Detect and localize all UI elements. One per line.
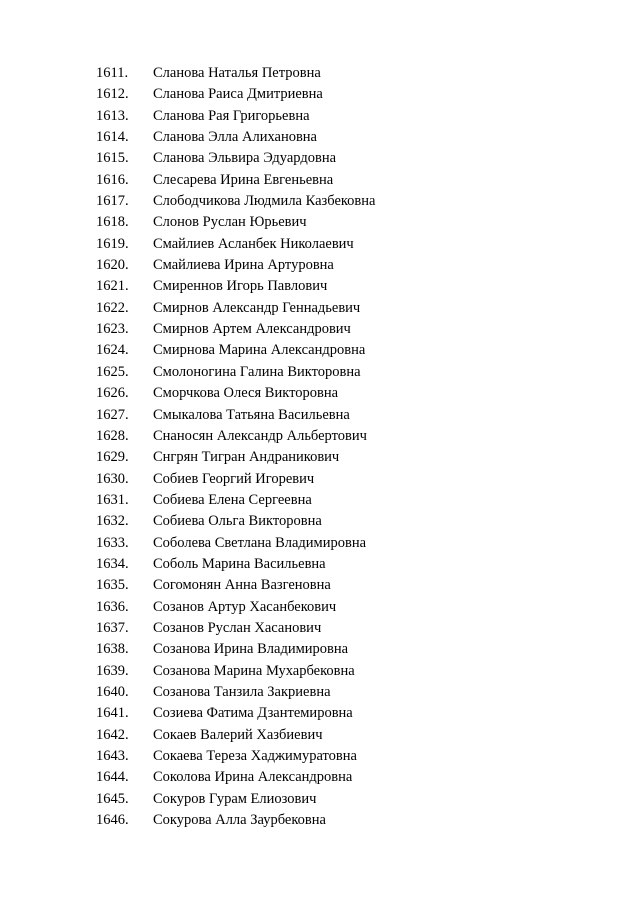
list-item [0, 703, 640, 724]
list-item-full-name: Слонов Руслан Юрьевич [153, 214, 307, 231]
list-item-full-name: Смолоногина Галина Викторовна [153, 363, 361, 380]
list-item [0, 746, 640, 767]
list-item-number: 1630. [96, 470, 129, 487]
list-item-full-name: Соболева Светлана Владимировна [153, 534, 367, 551]
list-item-full-name: Сланова Раиса Дмитриевна [153, 86, 323, 103]
list-item-full-name: Сланова Наталья Петровна [153, 65, 321, 81]
list-item [0, 63, 640, 84]
list-item-full-name: Созанов Руслан Хасанович [153, 619, 322, 636]
list-item-full-name: Созанова Ирина Владимировна [153, 641, 349, 658]
list-item-number: 1614. [96, 129, 129, 146]
list-item-number: 1613. [96, 107, 129, 124]
list-item-full-name: Сморчкова Олеся Викторовна [153, 385, 339, 402]
list-item-number: 1611. [96, 65, 129, 81]
list-item-full-name: Сланова Эльвира Эдуардовна [153, 150, 337, 167]
list-item [0, 84, 640, 105]
list-item-full-name: Смирнов Александр Геннадьевич [153, 299, 361, 316]
list-item [0, 319, 640, 340]
list-item [0, 362, 640, 383]
list-item-full-name: Собиева Елена Сергеевна [153, 491, 312, 508]
list-item-number: 1628. [96, 427, 129, 444]
list-item-number: 1620. [96, 257, 129, 274]
list-item-full-name: Снгрян Тигран Андраникович [153, 449, 340, 466]
list-item-full-name: Смыкалова Татьяна Васильевна [153, 406, 350, 423]
list-item [0, 618, 640, 639]
numbered-name-list [0, 63, 640, 831]
list-item-number: 1645. [96, 790, 129, 807]
list-item-full-name: Согомонян Анна Вазгеновна [153, 577, 331, 594]
list-item-full-name: Смайлиев Асланбек Николаевич [153, 235, 354, 252]
list-item [0, 340, 640, 361]
list-item-full-name: Смиреннов Игорь Павлович [153, 278, 328, 295]
list-item-number: 1629. [96, 449, 129, 466]
list-item-number: 1625. [96, 363, 129, 380]
list-item-full-name: Сланова Рая Григорьевна [153, 107, 310, 124]
list-item-full-name: Сокаев Валерий Хазбиевич [153, 726, 323, 743]
list-item [0, 810, 640, 831]
list-item [0, 212, 640, 233]
list-item [0, 575, 640, 596]
list-item [0, 276, 640, 297]
list-item-number: 1624. [96, 342, 129, 359]
list-item-number: 1640. [96, 683, 129, 700]
list-item-number: 1621. [96, 278, 129, 295]
list-item-full-name: Созанов Артур Хасанбекович [153, 598, 337, 615]
list-item [0, 255, 640, 276]
list-item [0, 682, 640, 703]
list-item-number: 1635. [96, 577, 129, 594]
list-item-full-name: Соболь Марина Васильевна [153, 555, 326, 572]
list-item-number: 1618. [96, 214, 129, 231]
list-item [0, 191, 640, 212]
list-item [0, 106, 640, 127]
list-item-number: 1639. [96, 662, 129, 679]
list-item-number: 1617. [96, 193, 129, 210]
list-item-full-name: Собиев Георгий Игоревич [153, 470, 315, 487]
list-item [0, 170, 640, 191]
list-item [0, 511, 640, 532]
list-item-full-name: Собиева Ольга Викторовна [153, 513, 322, 530]
list-item-full-name: Смирнова Марина Александровна [153, 342, 366, 359]
list-item-number: 1641. [96, 705, 129, 722]
list-item [0, 725, 640, 746]
list-item-full-name: Сокуров Гурам Елиозович [153, 790, 317, 807]
list-item-number: 1638. [96, 641, 129, 658]
list-item-full-name: Созанова Марина Мухарбековна [153, 662, 355, 679]
list-item-full-name: Слесарева Ирина Евгеньевна [153, 171, 334, 188]
list-item [0, 298, 640, 319]
list-item-number: 1619. [96, 235, 129, 252]
list-item-full-name: Созиева Фатима Дзантемировна [153, 705, 353, 722]
list-item-number: 1632. [96, 513, 129, 530]
list-item [0, 554, 640, 575]
list-item-full-name: Сокурова Алла Заурбековна [153, 812, 326, 829]
list-item-number: 1615. [96, 150, 129, 167]
list-item [0, 405, 640, 426]
list-item-full-name: Сокаева Тереза Хаджимуратовна [153, 748, 357, 764]
list-item [0, 469, 640, 490]
list-item-full-name: Сланова Элла Алихановна [153, 129, 317, 146]
list-item [0, 234, 640, 255]
list-item-number: 1644. [96, 769, 129, 786]
list-item-full-name: Смирнов Артем Александрович [153, 321, 351, 338]
list-item [0, 148, 640, 169]
list-item [0, 597, 640, 618]
list-item-number: 1612. [96, 86, 129, 103]
list-item [0, 661, 640, 682]
list-item-number: 1623. [96, 321, 129, 338]
list-item-full-name: Созанова Танзила Закриевна [153, 683, 331, 700]
list-item-full-name: Смайлиева Ирина Артуровна [153, 257, 334, 274]
list-item-number: 1626. [96, 385, 129, 402]
list-item-number: 1642. [96, 726, 129, 743]
list-item [0, 426, 640, 447]
list-item-number: 1622. [96, 299, 129, 316]
list-item [0, 639, 640, 660]
list-item [0, 789, 640, 810]
list-item [0, 490, 640, 511]
list-item-full-name: Соколова Ирина Александровна [153, 769, 353, 786]
list-item [0, 383, 640, 404]
list-item-number: 1616. [96, 171, 129, 188]
list-item-number: 1627. [96, 406, 129, 423]
list-item-number: 1633. [96, 534, 129, 551]
list-item-number: 1646. [96, 812, 129, 829]
list-item-number: 1634. [96, 555, 129, 572]
list-item [0, 767, 640, 788]
list-item-full-name: Слободчикова Людмила Казбековна [153, 193, 376, 210]
list-item-number: 1643. [96, 748, 129, 764]
list-item [0, 127, 640, 148]
list-item-number: 1636. [96, 598, 129, 615]
list-item-number: 1631. [96, 491, 129, 508]
list-item [0, 447, 640, 468]
list-item [0, 533, 640, 554]
list-item-full-name: Снаносян Александр Альбертович [153, 427, 367, 444]
list-item-number: 1637. [96, 619, 129, 636]
